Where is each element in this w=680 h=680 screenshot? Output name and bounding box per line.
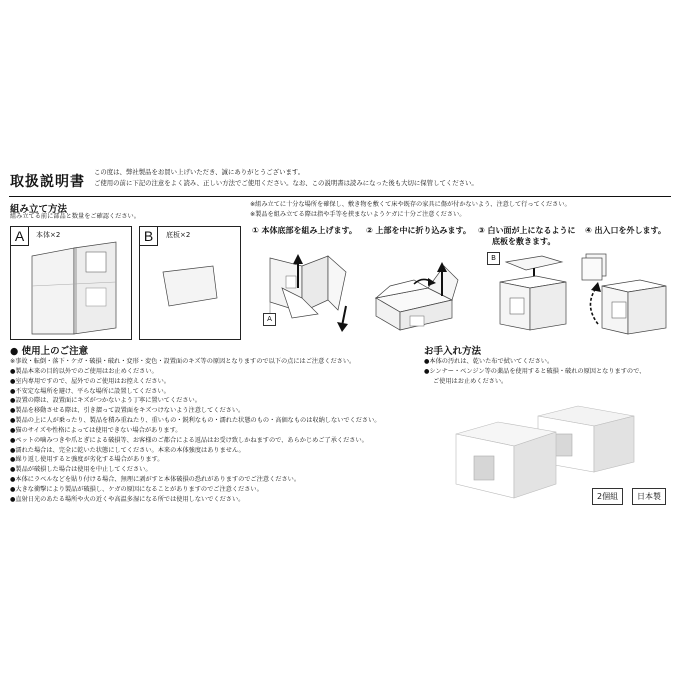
caution-item: ●製品本来の目的以外でのご使用はお止めください。 [10, 367, 158, 375]
manual-title: 取扱説明書 [10, 174, 85, 190]
caution-item: ●製品が破損した場合は使用を中止してください。 [10, 466, 152, 474]
assembly-subtext: 組み立てる前に部品と数量をご確認ください。 [10, 213, 140, 220]
step-2: ② 上部を中に折り込みます。 [366, 226, 471, 235]
made-in-japan-badge: 日本製 [632, 488, 666, 505]
product-photo [452, 402, 652, 502]
care-item: ●シンナー・ベンジン等の薬品を使用すると破損・破れの原因となりますので、 [424, 367, 646, 375]
step-4: ④ 出入口を外します。 [585, 226, 666, 235]
caution-item: ●不安定な場所を避け、平らな場所に設置してください。 [10, 387, 170, 395]
part-b-illustration [139, 226, 239, 338]
step-3-label-b: B [487, 252, 500, 265]
caution-item: ●製品を移動させる際は、引き摺って設置面をキズつけないよう注意してください。 [10, 407, 245, 415]
step-2-illustration [370, 250, 470, 330]
caution-item: ●濡れた場合は、完全に乾いた状態にしてください。本来の本体強度はありません。 [10, 446, 245, 454]
caution-item: ●室内専用ですので、屋外でのご使用はお控えください。 [10, 377, 170, 385]
part-b-letter: B [139, 226, 158, 246]
assembly-notes [250, 200, 571, 220]
step-3-illustration [496, 248, 576, 340]
cautions-list [10, 357, 380, 505]
caution-item: ※事故・転倒・落下・ケガ・破損・破れ・変形・変色・設置面のキズ等の原因となりますので以下の点にはご注意ください。 [10, 358, 356, 365]
assembly-heading: 組み立て方法 [10, 204, 68, 215]
caution-item: ●ペットの噛みつきや爪とぎによる破損等、お客様のご都合による返品はお受け致しかねますので、あらかじめご了承ください。 [10, 436, 368, 444]
care-heading: お手入れ方法 [424, 346, 482, 357]
part-a-illustration [10, 226, 130, 338]
cautions-heading: ● 使用上のご注意 [10, 346, 89, 357]
header-divider [9, 196, 671, 197]
caution-item: ●繰り返し使用すると強度が劣化する場合があります。 [10, 456, 164, 464]
caution-item: ●大きな衝撃により製品が破損し、ケガの原因になることがありますのでご注意ください。 [10, 485, 263, 493]
set-count-badge: 2個組 [592, 488, 623, 505]
part-a-letter: A [10, 226, 29, 246]
assembly-note: ※組み立てに十分な場所を確保し、敷き物を敷くて床や既存の家具に傷が付かないよう、注意して行ってください。 [250, 201, 571, 208]
step-4-illustration [580, 248, 670, 340]
intro-text [94, 167, 478, 189]
step-3-continued: 底板を敷きます。 [492, 237, 556, 246]
part-b-label: 底板×2 [166, 231, 191, 239]
caution-item: ●猫のサイズや性格によっては使用できない場合があります。 [10, 426, 182, 434]
intro-line: ご使用の前に下記の注意をよく読み、正しい方法でご使用ください。なお、この説明書は読みになった後も大切に保管してください。 [94, 179, 478, 187]
assembly-note: ※製品を組み立てる際は指や手等を挟まないようケガに十分ご注意ください。 [250, 210, 466, 218]
step-1-label-a: A [263, 313, 276, 326]
intro-line: この度は、弊社製品をお買い上げいただき、誠にありがとうございます。 [94, 168, 305, 176]
step-1-illustration [262, 248, 362, 328]
care-list [424, 357, 645, 386]
care-item: ●本体の汚れは、乾いた布で拭いてください。 [424, 358, 554, 365]
care-item: ご使用はお止めください。 [433, 377, 508, 385]
caution-item: ●製品の上に人が乗ったり、製品を積み重ねたり、重いもの・鋭利なもの・濡れた状態のもの・高価なものは収納しないでください。 [10, 417, 381, 425]
part-a-label: 本体×2 [36, 231, 61, 239]
caution-item: ●本体にラベルなどを貼り付ける場合、無理に剥がすと本体破損の恐れがありますのでご注意ください。 [10, 476, 301, 484]
caution-item: ●設置の際は、設置面にキズがつかないよう丁寧に置いてください。 [10, 397, 201, 405]
step-3: ③ 白い面が上になるように [478, 226, 576, 235]
step-1: ① 本体底部を組み上げます。 [252, 226, 357, 235]
caution-item: ●直射日光のあたる場所や火の近くや高温多湿になる所では使用しないでください。 [10, 495, 245, 503]
